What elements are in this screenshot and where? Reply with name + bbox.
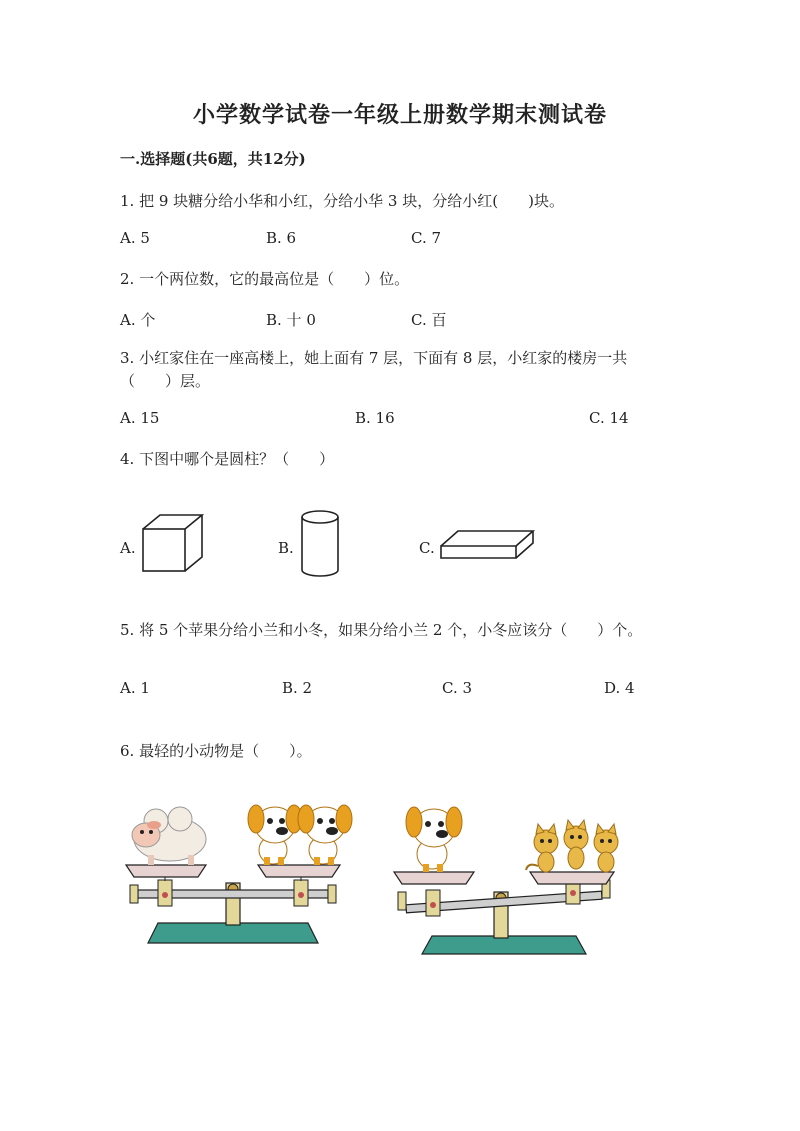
question-2-stem: 2. 一个两位数，它的最高位是（ ）位。 bbox=[120, 270, 410, 288]
q3-option-c[interactable]: C. 14 bbox=[589, 409, 629, 427]
q2-option-c[interactable]: C. 百 bbox=[411, 311, 447, 329]
q5-option-b[interactable]: B. 2 bbox=[282, 679, 313, 697]
q2-option-a[interactable]: A. 个 bbox=[120, 311, 156, 329]
question-5-stem: 5. 将 5 个苹果分给小兰和小冬，如果分给小兰 2 个，小冬应该分（ ）个。 bbox=[120, 621, 643, 639]
q3-option-a[interactable]: A. 15 bbox=[120, 409, 160, 427]
question-4-stem: 4. 下图中哪个是圆柱？（ ） bbox=[120, 450, 335, 468]
left-pan bbox=[394, 872, 474, 884]
question-6-stem: 6. 最轻的小动物是（ ）。 bbox=[120, 742, 312, 760]
q5-option-c[interactable]: C. 3 bbox=[442, 679, 473, 697]
exam-title: 小学数学试卷一年级上册数学期末测试卷 bbox=[192, 102, 607, 128]
cat-icon bbox=[594, 824, 618, 872]
q1-option-c[interactable]: C. 7 bbox=[411, 229, 442, 247]
section-heading: 一.选择题(共6题，共12分) bbox=[120, 150, 306, 168]
dog-icon bbox=[248, 805, 302, 865]
q3-option-b[interactable]: B. 16 bbox=[355, 409, 395, 427]
question-1-stem: 1. 把 9 块糖分给小华和小红，分给小华 3 块，分给小红( )块。 bbox=[120, 192, 564, 210]
right-pan bbox=[258, 865, 340, 877]
cube-icon bbox=[140, 512, 206, 574]
question-3-stem: 3. 小红家住在一座高楼上，她上面有 7 层，下面有 8 层，小红家的楼房一共 bbox=[120, 349, 628, 367]
dog-icon bbox=[298, 805, 352, 865]
dog-icon bbox=[406, 807, 462, 872]
cat-icon bbox=[526, 824, 558, 872]
q5-option-d[interactable]: D. 4 bbox=[604, 679, 635, 697]
cat-icon bbox=[564, 820, 588, 869]
q2-option-b[interactable]: B. 十 0 bbox=[266, 311, 316, 329]
cylinder-icon bbox=[298, 508, 344, 580]
q5-option-a[interactable]: A. 1 bbox=[120, 679, 150, 697]
balance-dog-vs-three-cats bbox=[388, 800, 638, 958]
q4-option-a[interactable]: A. bbox=[120, 539, 136, 557]
scale-base bbox=[422, 936, 586, 954]
sheep-icon bbox=[132, 807, 206, 865]
q1-option-a[interactable]: A. 5 bbox=[120, 229, 150, 247]
left-pan bbox=[126, 865, 206, 877]
right-pan bbox=[530, 872, 614, 884]
q4-option-b[interactable]: B. bbox=[278, 539, 294, 557]
question-3-stem-line2: （ ）层。 bbox=[120, 372, 211, 390]
flat-box-icon bbox=[438, 528, 538, 564]
balance-sheep-vs-two-dogs bbox=[118, 795, 368, 950]
q4-option-c[interactable]: C. bbox=[419, 539, 435, 557]
scale-base bbox=[148, 923, 318, 943]
q1-option-b[interactable]: B. 6 bbox=[266, 229, 297, 247]
